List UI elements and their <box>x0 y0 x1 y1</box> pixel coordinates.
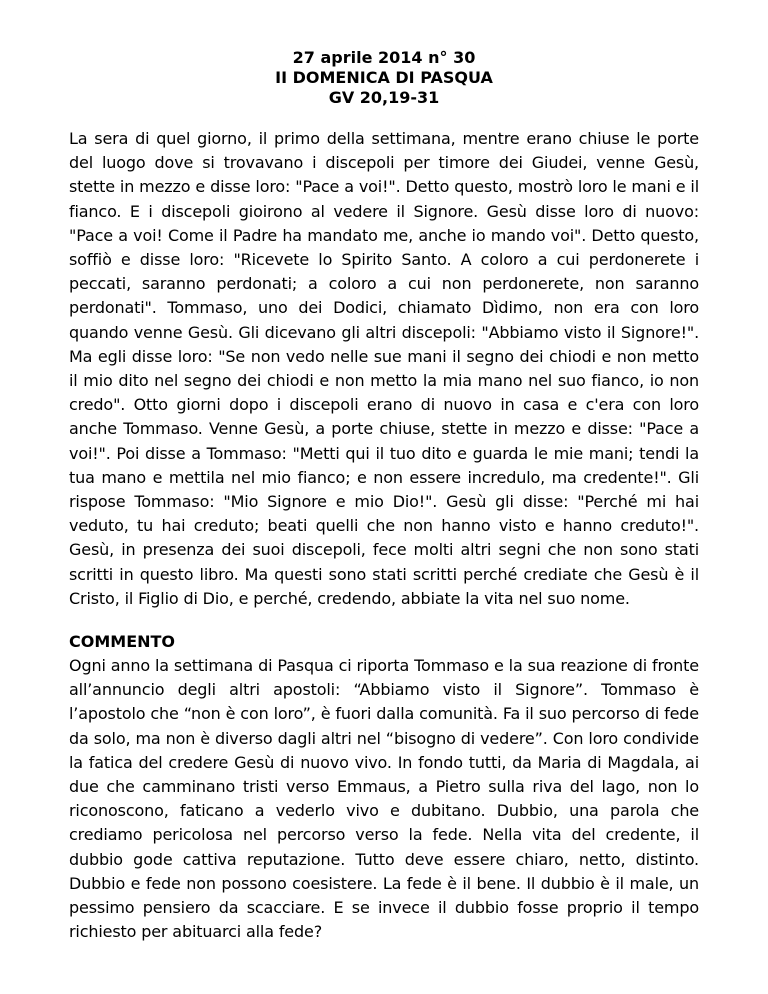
document-header <box>69 48 699 108</box>
gospel-reference: GV 20,19-31 <box>328 88 440 107</box>
document-page <box>69 48 699 945</box>
date-line: 27 aprile 2014 n° 30 <box>292 48 476 67</box>
gospel-passage: La sera di quel giorno, il primo della settimana, mentre erano chiuse le porte del luogo dove si trovavano i discepoli per timore dei Giudei, venne Gesù, stette in mezzo e disse loro: "Pace a voi!". Detto questo, mostrò loro le mani e il fianco. E i discepoli gioirono al vedere il Signore. Gesù disse loro di nuovo: "Pace a voi! Come il Padre ha mandato me, anche io mando voi". Detto questo, soffiò e disse loro: "Ricevete lo Spirito Santo. A coloro a cui perdonerete i peccati, saranno perdonati; a coloro a cui non perdonerete, non saranno perdonati". Tommaso, uno dei Dodici, chiamato Dìdimo, non era con loro quando venne Gesù. Gli dicevano gli altri discepoli: "Abbiamo visto il Signore!". Ma egli disse loro: "Se non vedo nelle sue mani il segno dei chiodi e non metto il mio dito nel segno dei chiodi e non metto la mia mano nel suo fianco, io non credo". Otto giorni dopo i discepoli erano di nuovo in casa e c'era con loro anche Tommaso. Venne Gesù, a porte chiuse, stette in mezzo e disse: "Pace a voi!". Poi disse a Tommaso: "Metti qui il tuo dito e guarda le mie mani; tendi la tua mano e mettila nel mio fianco; e non essere incredulo, ma credente!". Gli rispose Tommaso: "Mio Signore e mio Dio!". Gesù gli disse: "Perché mi hai veduto, tu hai creduto; beati quelli che non hanno visto e hanno creduto!". Gesù, in presenza dei suoi discepoli, fece molti altri segni che non sono stati scritti in questo libro. Ma questi sono stati scritti perché crediate che Gesù è il Cristo, il Figlio di Dio, e perché, credendo, abbiate la vita nel suo nome. <box>69 129 699 608</box>
comment-heading: COMMENTO <box>69 632 176 652</box>
comment-body: Ogni anno la settimana di Pasqua ci riporta Tommaso e la sua reazione di fronte all’annuncio degli altri apostoli: “Abbiamo visto il Signore”. Tommaso è l’apostolo che “non è con loro”, è fuori dalla comunità. Fa il suo percorso di fede da solo, ma non è diverso dagli altri nel “bisogno di vedere”. Con loro condivide la fatica del credere Gesù di nuovo vivo. In fondo tutti, da Maria di Magdala, ai due che camminano tristi verso Emmaus, a Pietro sulla riva del lago, non lo riconoscono, faticano a vederlo vivo e dubitano. Dubbio, una parola che crediamo pericolosa nel percorso verso la fede. Nella vita del credente, il dubbio gode cattiva reputazione. Tutto deve essere chiaro, netto, distinto. Dubbio e fede non possono coesistere. La fede è il bene. Il dubbio è il male, un pessimo pensiero da scacciare. E se invece il dubbio fosse proprio il tempo richiesto per abituarci alla fede? <box>69 656 699 942</box>
liturgical-title: II DOMENICA DI PASQUA <box>275 68 493 87</box>
